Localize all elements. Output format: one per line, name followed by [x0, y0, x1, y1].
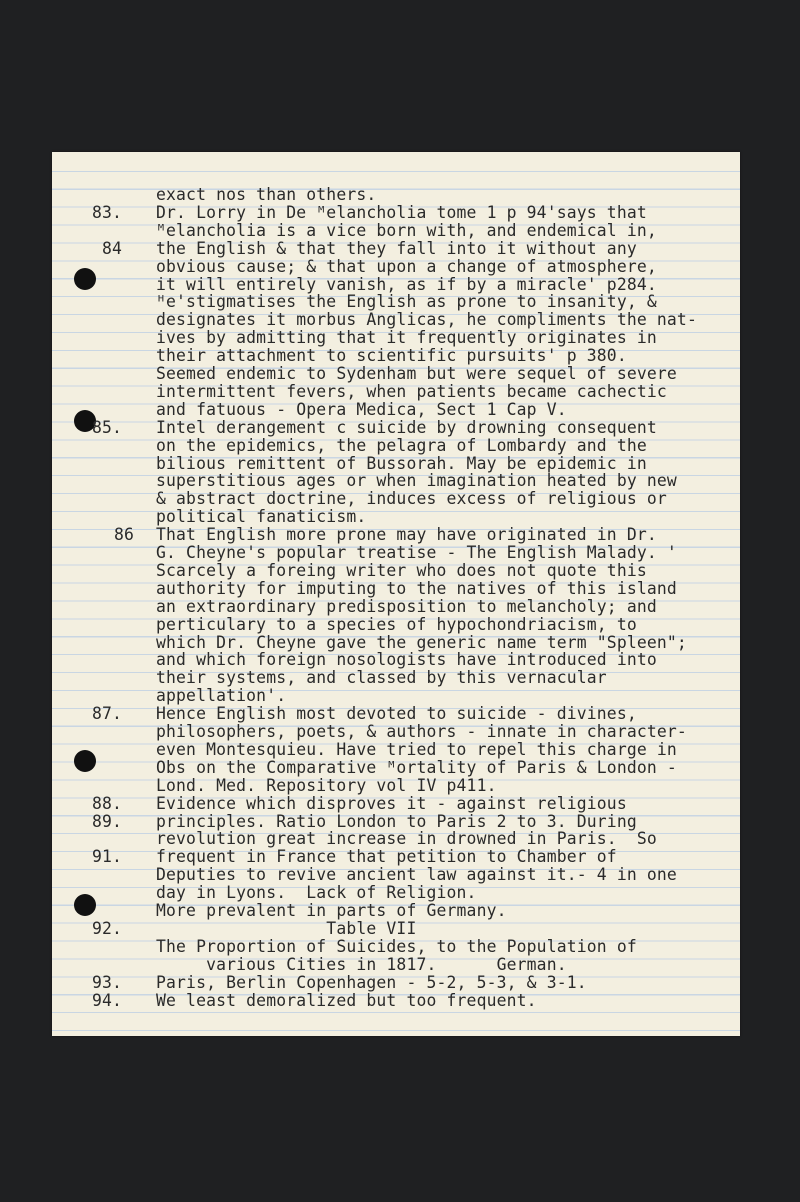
text-line: [52, 813, 740, 831]
text-line: [52, 777, 740, 795]
text-line: [52, 383, 740, 401]
text-line: [52, 992, 740, 1010]
text-line: [52, 526, 740, 544]
text-line: [52, 651, 740, 669]
line-text: on the epidemics, the pelagra of Lombardy and the: [156, 435, 647, 455]
text-line: [52, 974, 740, 992]
line-text: an extraordinary predisposition to melancholy; and: [156, 596, 657, 616]
text-line: [52, 580, 740, 598]
text-line: [52, 687, 740, 705]
text-line: [52, 562, 740, 580]
line-text: G. Cheyne's popular treatise - The English Malady. ': [156, 543, 677, 562]
line-text: appellation'.: [156, 686, 287, 706]
line-text: revolution great increase in drowned in Paris. So: [156, 829, 657, 849]
line-text: Lond. Med. Repository vol IV p411.: [156, 775, 497, 795]
line-text: bilious remittent of Bussorah. May be epidemic in: [156, 453, 647, 473]
line-number: 88.: [91, 793, 122, 813]
line-text: various Cities in 1817. German.: [156, 954, 567, 974]
line-text: Scarcely a foreing writer who does not quote this: [156, 560, 647, 580]
line-text: frequent in France that petition to Chamber of: [156, 847, 617, 867]
text-line: [52, 329, 740, 347]
text-line: [52, 293, 740, 311]
line-text: and fatuous - Opera Medica, Sect 1 Cap V.: [156, 399, 567, 419]
text-line: [52, 276, 740, 294]
text-line: [52, 419, 740, 437]
line-number: 92.: [91, 918, 122, 938]
text-line: [52, 186, 740, 204]
text-line: [52, 240, 740, 258]
text-line: [52, 598, 740, 616]
line-text: which Dr. Cheyne gave the generic name term "Spleen";: [156, 632, 687, 652]
text-line: [52, 311, 740, 329]
text-line: [52, 616, 740, 634]
line-text: More prevalent in parts of Germany.: [156, 901, 507, 920]
line-number: 86: [113, 525, 134, 545]
text-line: [52, 956, 740, 974]
line-text: & abstract doctrine, induces excess of religious or: [156, 489, 667, 509]
line-text: principles. Ratio London to Paris 2 to 3. During: [156, 811, 637, 831]
line-text: superstitious ages or when imagination heated by new: [156, 471, 677, 491]
line-text: ives by admitting that it frequently originates in: [156, 328, 657, 348]
text-line: [52, 544, 740, 562]
text-line: [52, 401, 740, 419]
line-text: the English & that they fall into it without any: [156, 238, 637, 258]
line-number: 91.: [91, 847, 122, 867]
line-number: 89.: [91, 811, 122, 831]
line-text: Seemed endemic to Sydenham but were sequel of severe: [156, 364, 677, 383]
line-text: Paris, Berlin Copenhagen - 5-2, 5-3, & 3-1.: [156, 972, 587, 992]
line-text: obvious cause; & that upon a change of atmosphere,: [156, 256, 657, 276]
text-line: [52, 222, 740, 240]
line-text: We least demoralized but too frequent.: [156, 990, 537, 1010]
text-line: [52, 437, 740, 455]
line-text: designates it morbus Anglicas, he compliments the nat-: [156, 310, 697, 330]
line-text: authority for imputing to the natives of this island: [156, 578, 677, 598]
line-text: and which foreign nosologists have introduced into: [156, 650, 657, 670]
text-line: [52, 204, 740, 222]
text-line: [52, 848, 740, 866]
line-text: ᴹelancholia is a vice born with, and endemical in,: [156, 220, 657, 240]
line-text: Evidence which disproves it - against religious: [156, 793, 627, 813]
line-number: 87.: [91, 704, 122, 724]
text-line: [52, 920, 740, 938]
line-text: their systems, and classed by this vernacular: [156, 668, 607, 688]
text-line: [52, 723, 740, 741]
text-line: [52, 365, 740, 383]
text-line: [52, 938, 740, 956]
text-line: [52, 669, 740, 687]
text-line: [52, 347, 740, 365]
text-line: [52, 902, 740, 920]
text-line: [52, 866, 740, 884]
line-number: 93.: [91, 972, 122, 992]
text-line: [52, 705, 740, 723]
line-text: Hence English most devoted to suicide - divines,: [156, 704, 637, 724]
line-number: 84: [101, 238, 122, 258]
text-line: [52, 634, 740, 652]
line-text: political fanaticism.: [156, 507, 367, 527]
text-line: [52, 258, 740, 276]
line-text: Deputies to revive ancient law against it.- 4 in one: [156, 865, 677, 885]
text-line: [52, 472, 740, 490]
line-text: The Proportion of Suicides, to the Population of: [156, 936, 637, 956]
text-line: [52, 759, 740, 777]
line-text: perticulary to a species of hypochondriacism, to: [156, 614, 637, 634]
line-text: philosophers, poets, & authors - innate in character-: [156, 722, 687, 741]
text-line: [52, 455, 740, 473]
line-text: their attachment to scientific pursuits' p 380.: [156, 346, 627, 366]
line-text: it will entirely vanish, as if by a miracle' p284.: [156, 274, 657, 294]
line-number: 94.: [91, 990, 122, 1010]
typed-page: [52, 152, 740, 1036]
line-text: Dr. Lorry in De ᴹelancholia tome 1 p 94'says that: [156, 202, 647, 222]
line-text: Obs on the Comparative ᴹortality of Paris & London -: [156, 757, 677, 777]
line-number: 85.: [91, 417, 122, 437]
text-line: [52, 795, 740, 813]
line-text: Intel derangement c suicide by drowning consequent: [156, 417, 657, 437]
line-text: That English more prone may have originated in Dr.: [156, 525, 657, 545]
text-line: [52, 741, 740, 759]
line-text: even Montesquieu. Have tried to repel this charge in: [156, 739, 677, 759]
line-text: day in Lyons. Lack of Religion.: [156, 883, 477, 903]
line-text: exact nos than others.: [156, 185, 377, 204]
line-text: intermittent fevers, when patients became cachectic: [156, 381, 667, 401]
text-line: [52, 508, 740, 526]
line-text: ᴴe'stigmatises the English as prone to insanity, &: [156, 292, 657, 312]
line-number: 83.: [91, 202, 122, 222]
text-line: [52, 884, 740, 902]
line-text: Table VII: [156, 918, 417, 938]
text-line: [52, 490, 740, 508]
text-line: [52, 830, 740, 848]
